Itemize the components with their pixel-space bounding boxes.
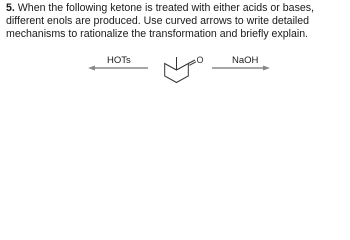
oxygen-atom-label: O [196, 55, 204, 65]
ketone-structure [165, 57, 196, 83]
question-number: 5. [6, 2, 15, 14]
right-reaction-arrow [212, 66, 270, 71]
left-reaction-arrow [88, 66, 148, 71]
right-reagent-label: NaOH [232, 55, 259, 66]
question-body: When the following ketone is treated with either acids or bases, different enols are produced. Use curved arrows to write detailed mechanisms to rationalize the transformation and briefly explain. [6, 2, 314, 40]
reaction-scheme [0, 0, 350, 95]
left-reagent-label: HOTs [107, 55, 131, 66]
